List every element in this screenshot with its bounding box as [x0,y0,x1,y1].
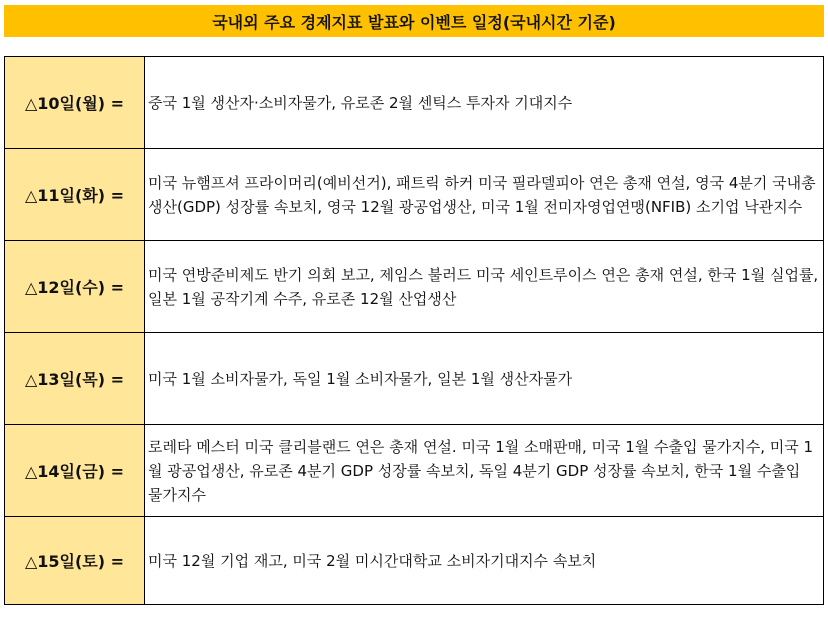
date-cell: △11일(화) = [5,149,145,241]
events-cell: 미국 뉴햄프셔 프라이머리(예비선거), 패트릭 하커 미국 필라델피아 연은 총재 연설, 영국 4분기 국내총생산(GDP) 성장률 속보치, 영국 12월 광공업생산, 미국 1월 전미자영업연맹(NFIB) 소기업 낙관지수 [145,149,824,241]
page-title [4,5,824,37]
table-row [5,57,824,149]
date-cell: △14일(금) = [5,425,145,517]
events-cell: 미국 12월 기업 재고, 미국 2월 미시간대학교 소비자기대지수 속보치 [145,517,824,605]
table-row [5,425,824,517]
table-row [5,241,824,333]
date-cell: △15일(토) = [5,517,145,605]
date-cell: △13일(목) = [5,333,145,425]
events-cell: 로레타 메스터 미국 클리블랜드 연은 총재 연설. 미국 1월 소매판매, 미국 1월 수출입 물가지수, 미국 1월 광공업생산, 유로존 4분기 GDP 성장률 속보치, 독일 4분기 GDP 성장률 속보치, 한국 1월 수출입 물가지수 [145,425,824,517]
events-cell: 미국 연방준비제도 반기 의회 보고, 제임스 불러드 미국 세인트루이스 연은 총재 연설, 한국 1월 실업률, 일본 1월 공작기계 수주, 유로존 12월 산업생산 [145,241,824,333]
events-cell: 중국 1월 생산자·소비자물가, 유로존 2월 센틱스 투자자 기대지수 [145,57,824,149]
schedule-table [4,56,824,605]
events-cell: 미국 1월 소비자물가, 독일 1월 소비자물가, 일본 1월 생산자물가 [145,333,824,425]
date-cell: △12일(수) = [5,241,145,333]
page-title-text: 국내외 주요 경제지표 발표와 이벤트 일정(국내시간 기준) [212,12,616,32]
table-row [5,149,824,241]
table-row [5,517,824,605]
date-cell: △10일(월) = [5,57,145,149]
table-row [5,333,824,425]
